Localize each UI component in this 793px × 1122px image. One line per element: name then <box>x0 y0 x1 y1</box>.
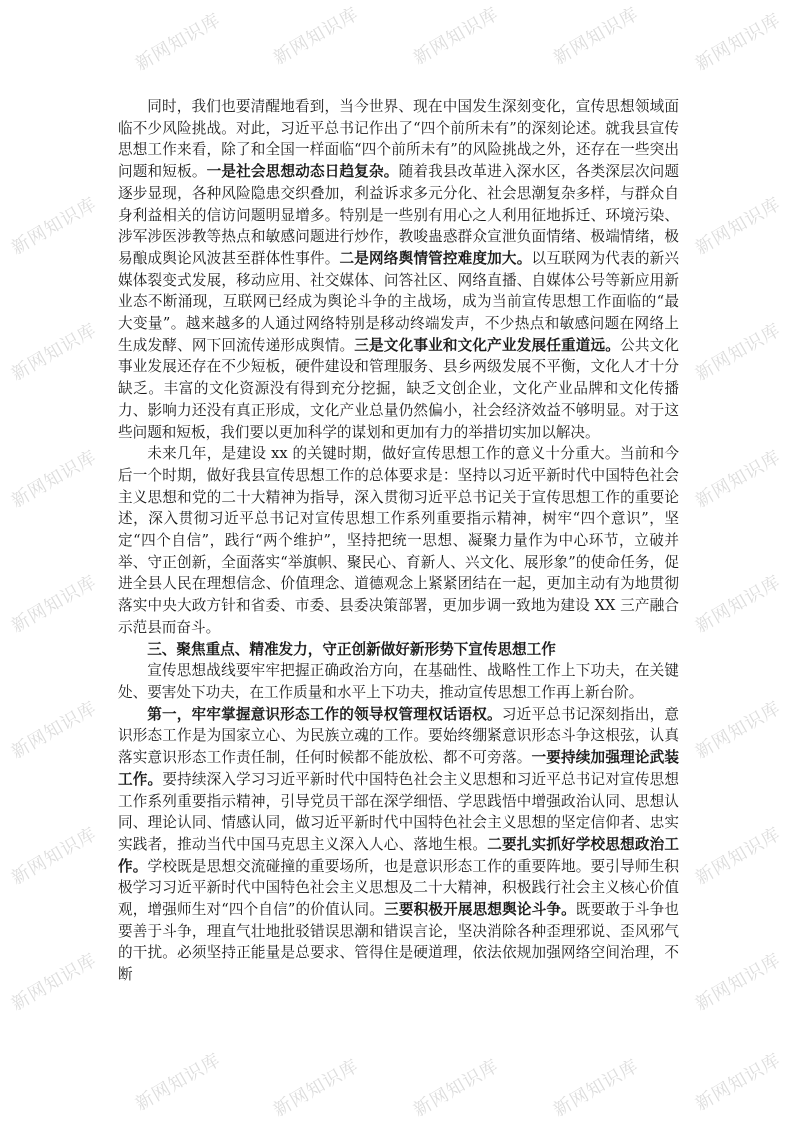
text-run: 以互联网为代表的新兴媒体裂变式发展，移动应用、社交媒体、问答社区、网络直播、自媒体公号等新应用新业态不断涌现，互联网已经成为舆论斗争的主战场，成为当前宣传思想工作面临的“最大变量”。越来越多的人通过网络特别是移动终端发声，不少热点和敏感问题在网络上生成发酵、网下回流传递形成舆情。 <box>118 249 679 354</box>
paragraph <box>118 704 679 986</box>
watermark: 新网知识库 <box>691 697 785 764</box>
watermark: 新网知识库 <box>691 571 785 638</box>
text-run: 同时，我们也要清醒地看到，当今世界、现在中国发生深刻变化，宣传思想领域面临不少风险挑战。对此，习近平总书记作出了“四个前所未有”的深刻论述。就我县宣传思想工作来看，除了和全国一样面临“四个前所未有”的风险挑战之外，还存在一些突出问题和短板。 <box>118 98 679 181</box>
document-body <box>118 96 679 986</box>
watermark: 新网知识库 <box>549 1055 643 1122</box>
watermark: 新网知识库 <box>691 823 785 890</box>
bold-phrase: 三要积极开展思想舆论斗争。 <box>384 901 576 919</box>
bold-phrase: 一是社会思想动态日趋复杂。 <box>206 163 399 181</box>
text-run: 公共文化事业发展还存在不少短板，硬件建设和管理服务、县乡两级发展不平衡，文化人才十分缺乏。丰富的文化资源没有得到充分挖掘，缺乏文创企业，文化产业品牌和文化传播力、影响力还没有真正形成，文化产业总量仍然偏小，社会经济效益不够明显。对于这些问题和短板，我们要以更加科学的谋划和更加有力的举措切实加以解决。 <box>118 336 679 441</box>
watermark: 新网知识库 <box>7 949 101 1016</box>
watermark: 新网知识库 <box>269 3 363 70</box>
watermark: 新网知识库 <box>691 446 785 513</box>
watermark: 新网知识库 <box>7 193 101 260</box>
watermark: 新网知识库 <box>269 1055 363 1122</box>
paragraph <box>118 443 679 638</box>
text-run: 学校既是思想交流碰撞的重要场所，也是意识形态工作的重要阵地。要引导师生积极学习习近平新时代中国特色社会主义思想及二十大精神，积极践行社会主义核心价值观，增强师生对“四个自信”的价值认同。 <box>118 857 679 919</box>
text-run: 随着我县改革进入深水区，各类深层次问题逐步显现，各种风险隐患交织叠加，利益诉求多元分化、社会思潮复杂多样，与群众自身利益相关的信访问题明显增多。特别是一些别有用心之人利用征地拆迁、环境污染、涉军涉医涉教等热点和敏感问题进行炒作，教唆蛊惑群众宣泄负面情绪、极端情绪，极易酿成舆论风波甚至群体性事件。 <box>118 163 679 267</box>
watermark: 新网知识库 <box>7 697 101 764</box>
text-run: 要持续深入学习习近平新时代中国特色社会主义思想和习近平总书记对宣传思想工作系列重要指示精神，引导党员干部在深学细悟、学思践悟中增强政治认同、思想认同、理论认同、情感认同，做习近平新时代中国特色社会主义思想的坚定信仰者、忠实实践者，推动当代中国马克思主义深入人心、落地生根。 <box>118 770 679 853</box>
watermark: 新网知识库 <box>7 319 101 386</box>
paragraph <box>118 660 679 703</box>
watermark: 新网知识库 <box>7 446 101 513</box>
text-run: 未来几年，是建设 xx 的关键时期，做好宣传思想工作的意义十分重大。当前和今后一个时期，做好我县宣传思想工作的总体要求是：坚持以习近平新时代中国特色社会主义思想和党的二十大精神为指导，深入贯彻习近平总书记关于宣传思想工作的重要论述，深入贯彻习近平总书记对宣传思想工作系列重要指示精神，树牢“四个意识”，坚定“四个自信”，践行“两个维护”，坚持把统一思想、凝聚力量作为中心环节，立破并举、守正创新，全面落实“举旗帜、聚民心、育新人、兴文化、展形象”的使命任务，促进全县人民在理想信念、价值理念、道德观念上紧紧团结在一起，更加主动有为地贯彻落实中央大政方针和省委、市委、县委决策部署，更加步调一致地为建设 XX 三产融合示范县而奋斗。 <box>118 445 679 636</box>
watermark: 新网知识库 <box>691 9 785 76</box>
watermark: 新网知识库 <box>131 9 225 76</box>
text-run: 习近平总书记深刻指出，意识形态工作是为国家立心、为民族立魂的工作。要始终绷紧意识形态斗争这根弦，认真落实意识形态工作责任制，任何时候都不能放松、都不可旁落。 <box>118 705 679 767</box>
watermark: 新网知识库 <box>7 571 101 638</box>
bold-phrase: 二是网络舆情管控难度加大。 <box>339 249 532 267</box>
bold-phrase: 第一，牢牢掌握意识形态工作的领导权管理权话语权。 <box>147 705 502 723</box>
bold-phrase: 三、聚焦重点、精准发力，守正创新做好新形势下宣传思想工作 <box>147 640 556 658</box>
section-heading <box>118 639 679 661</box>
watermark: 新网知识库 <box>549 3 643 70</box>
text-run: 宣传思想战线要牢牢把握正确政治方向，在基础性、战略性工作上下功夫，在关键处、要害处下功夫，在工作质量和水平上下功夫，推动宣传思想工作再上新台阶。 <box>118 662 679 701</box>
watermark: 新网知识库 <box>691 319 785 386</box>
watermark: 新网知识库 <box>691 949 785 1016</box>
watermark: 新网知识库 <box>409 1055 503 1122</box>
text-run: 既要敢于斗争也要善于斗争，理直气壮地批驳错误思潮和错误言论，坚决消除各种歪理邪说、歪风邪气的干扰。必须坚持正能量是总要求、管得住是硬道理，依法依规加强网络空间治理，不断 <box>118 901 679 984</box>
bold-phrase: 二要扎实抓好学校思想政治工作。 <box>118 835 679 875</box>
watermark: 新网知识库 <box>7 823 101 890</box>
watermark: 新网知识库 <box>409 3 503 70</box>
bold-phrase: 一要持续加强理论武装工作。 <box>118 749 679 788</box>
watermark: 新网知识库 <box>691 193 785 260</box>
paragraph <box>118 96 679 443</box>
watermark: 新网知识库 <box>691 1049 785 1116</box>
bold-phrase: 三是文化事业和文化产业发展任重道远。 <box>354 336 621 354</box>
watermark: 新网知识库 <box>131 1049 225 1116</box>
